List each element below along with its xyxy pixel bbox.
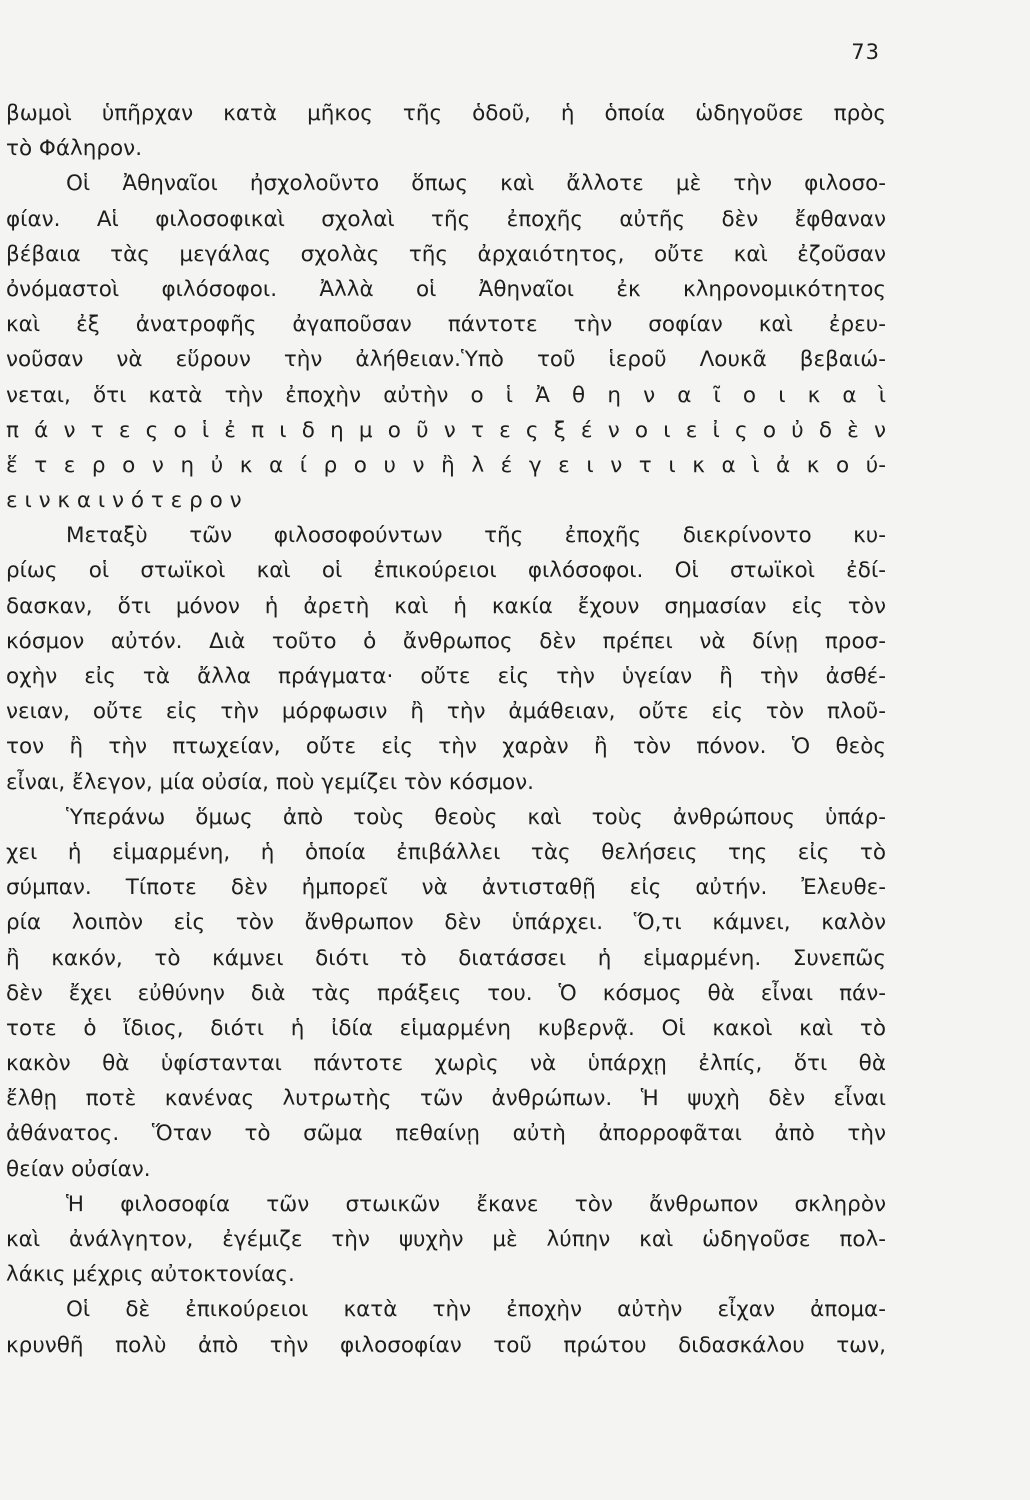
text-line: νοῦσαν νὰ εὕρουν τὴν ἀλήθειαν.Ὑπὸ τοῦ ἱεροῦ Λουκᾶ βεβαιώ- xyxy=(6,347,886,373)
text-line: λάκις μέχρις αὐτοκτονίας. xyxy=(6,1262,295,1288)
text-line: τον ἢ τὴν πτωχείαν, οὔτε εἰς τὴν χαρὰν ἢ τὸν πόνον. Ὁ θεὸς xyxy=(6,734,886,760)
text-line: σύμπαν. Τίποτε δὲν ἠμπορεῖ νὰ ἀντισταθῇ εἰς αὐτήν. Ἐλευθε- xyxy=(6,875,886,901)
text-line: βέβαια τὰς μεγάλας σχολὰς τῆς ἀρχαιότητος, οὔτε καὶ ἐζοῦσαν xyxy=(6,241,886,267)
text-line: ἕ τ ε ρ ο ν η ὐ κ α ί ρ ο υ ν ἢ λ έ γ ε ι ν τ ι κ α ὶ ἀ κ ο ύ- xyxy=(6,452,886,478)
text-line: δασκαν, ὅτι μόνον ἡ ἀρετὴ καὶ ἡ κακία ἔχουν σημασίαν εἰς τὸν xyxy=(6,593,886,619)
text-line: κακὸν θὰ ὑφίστανται πάντοτε χωρὶς νὰ ὑπάρχῃ ἐλπίς, ὅτι θὰ xyxy=(6,1051,886,1077)
text-line: ἢ κακόν, τὸ κάμνει διότι τὸ διατάσσει ἡ εἱμαρμένη. Συνεπῶς xyxy=(6,945,886,971)
text-line: καὶ ἐξ ἀνατροφῆς ἀγαποῦσαν πάντοτε τὴν σοφίαν καὶ ἐρευ- xyxy=(6,312,886,338)
text-line: φίαν. Αἱ φιλοσοφικαὶ σχολαὶ τῆς ἐποχῆς αὐτῆς δὲν ἔφθαναν xyxy=(6,206,886,232)
body-text xyxy=(6,96,886,1363)
text-line: οχὴν εἰς τὰ ἄλλα πράγματα· οὔτε εἰς τὴν ὑγείαν ἢ τὴν ἀσθέ- xyxy=(6,664,886,689)
text-line: εἶναι, ἔλεγον, μία οὐσία, ποὺ γεμίζει τὸν κόσμον. xyxy=(6,769,535,795)
text-line: θείαν οὐσίαν. xyxy=(6,1156,151,1182)
text-line: ἀθάνατος. Ὅταν τὸ σῶμα πεθαίνῃ αὐτὴ ἀπορροφᾶται ἀπὸ τὴν xyxy=(6,1121,886,1147)
text-line: βωμοὶ ὑπῆρχαν κατὰ μῆκος τῆς ὁδοῦ, ἡ ὁποία ὡδηγοῦσε πρὸς xyxy=(6,101,886,126)
text-line: τοτε ὁ ἴδιος, διότι ἡ ἰδία εἱμαρμένη κυβερνᾷ. Οἱ κακοὶ καὶ τὸ xyxy=(6,1015,886,1041)
text-line: νειαν, οὔτε εἰς τὴν μόρφωσιν ἢ τὴν ἀμάθειαν, οὔτε εἰς τὸν πλοῦ- xyxy=(6,699,886,725)
text-line: Μεταξὺ τῶν φιλοσοφούντων τῆς ἐποχῆς διεκρίνοντο κυ- xyxy=(66,523,886,549)
text-line: Οἱ Ἀθηναῖοι ἠσχολοῦντο ὅπως καὶ ἄλλοτε μὲ τὴν φιλοσο- xyxy=(66,171,886,197)
text-line: Ὑπεράνω ὅμως ἀπὸ τοὺς θεοὺς καὶ τοὺς ἀνθρώπους ὑπάρ- xyxy=(66,804,886,830)
text-line: π ά ν τ ε ς ο ἱ ἐ π ι δ η μ ο ῦ ν τ ε ς ξ έ ν ο ι ε ἰ ς ο ὐ δ ὲ ν xyxy=(6,417,886,443)
text-line: Ἡ φιλοσοφία τῶν στωικῶν ἔκανε τὸν ἄνθρωπον σκληρὸν xyxy=(66,1191,886,1217)
text-line: νεται, ὅτι κατὰ τὴν ἐποχὴν αὐτὴν ο ἱ Ἀ θ η ν α ῖ ο ι κ α ὶ xyxy=(6,382,886,408)
page-number: 73 xyxy=(851,40,880,64)
text-line: Οἱ δὲ ἐπικούρειοι κατὰ τὴν ἐποχὴν αὐτὴν εἶχαν ἀπομα- xyxy=(66,1297,886,1323)
text-line: ὀνόμαστοὶ φιλόσοφοι. Ἀλλὰ οἱ Ἀθηναῖοι ἐκ κληρονομικότητος xyxy=(6,276,886,302)
text-line: κρυνθῆ πολὺ ἀπὸ τὴν φιλοσοφίαν τοῦ πρώτου διδασκάλου των, xyxy=(6,1332,886,1358)
text-line: ρίως οἱ στωϊκοὶ καὶ οἱ ἐπικούρειοι φιλόσοφοι. Οἱ στωϊκοὶ ἐδί- xyxy=(6,558,886,584)
text-line: καὶ ἀνάλγητον, ἐγέμιζε τὴν ψυχὴν μὲ λύπην καὶ ὡδηγοῦσε πολ- xyxy=(6,1227,886,1252)
text-line: χει ἡ εἱμαρμένη, ἡ ὁποία ἐπιβάλλει τὰς θελήσεις της εἰς τὸ xyxy=(6,839,886,865)
text-line: ρία λοιπὸν εἰς τὸν ἄνθρωπον δὲν ὑπάρχει. Ὅ,τι κάμνει, καλὸν xyxy=(6,910,886,936)
text-line: ε ι ν κ α ι ν ό τ ε ρ ο ν xyxy=(6,488,242,514)
text-line: δὲν ἔχει εὐθύνην διὰ τὰς πράξεις του. Ὁ κόσμος θὰ εἶναι πάν- xyxy=(6,980,886,1006)
text-line: τὸ Φάληρον. xyxy=(6,136,143,162)
text-line: κόσμον αὐτόν. Διὰ τοῦτο ὁ ἄνθρωπος δὲν πρέπει νὰ δίνῃ προσ- xyxy=(6,628,886,654)
text-line: ἔλθῃ ποτὲ κανένας λυτρωτὴς τῶν ἀνθρώπων. Ἡ ψυχὴ δὲν εἶναι xyxy=(6,1086,886,1112)
